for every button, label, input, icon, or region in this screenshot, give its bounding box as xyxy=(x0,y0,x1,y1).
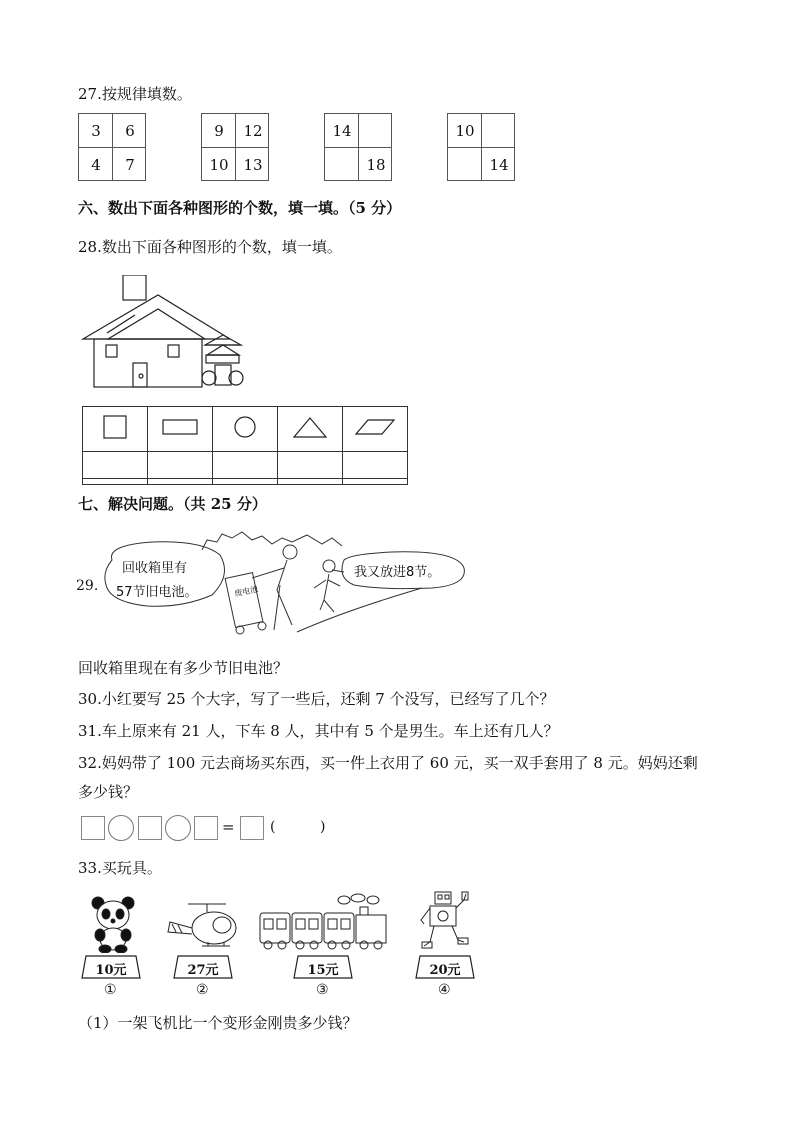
price-tag-panda xyxy=(80,954,142,980)
grid-cell: 9 xyxy=(214,122,224,140)
grid-cell: 10 xyxy=(209,156,229,174)
door-knob-circle xyxy=(139,374,143,378)
panda-toy-image xyxy=(88,895,138,953)
number-box[interactable] xyxy=(81,816,105,840)
q29-number: 29. xyxy=(76,578,99,594)
operator-circle[interactable] xyxy=(165,815,191,841)
parallelogram-header-cell xyxy=(343,407,408,452)
bubble-left-line2: 57节旧电池。 xyxy=(116,585,198,600)
grid-cell: 14 xyxy=(332,122,352,140)
robot-toy-image xyxy=(418,890,470,954)
square-icon xyxy=(102,414,128,440)
price-label: 27元 xyxy=(187,963,219,978)
q30-text: 30.小红要写 25 个大字，写了一些后，还剩 7 个没写，已经写了几个？ xyxy=(78,690,555,708)
grid-cell: 3 xyxy=(91,122,101,140)
grid-cell: 12 xyxy=(243,122,263,140)
grid-cell: 7 xyxy=(125,156,135,174)
toy-index: ① xyxy=(104,982,117,998)
window-square xyxy=(168,345,179,357)
triangle-count-input[interactable] xyxy=(278,452,343,479)
pattern-grid-3 xyxy=(324,113,392,181)
airplane-toy-image xyxy=(166,898,240,954)
equals-sign: = xyxy=(222,818,235,836)
triangle-header-cell xyxy=(278,407,343,452)
section-6-heading: 六、数出下面各种图形的个数，填一填。（5 分） xyxy=(78,199,402,217)
house-body-rectangle xyxy=(94,339,202,387)
window-square xyxy=(106,345,117,357)
operator-circle[interactable] xyxy=(108,815,134,841)
section-7-heading: 七、解决问题。（共 25 分） xyxy=(78,495,267,513)
pattern-grid-4 xyxy=(447,113,515,181)
grid-cell: 18 xyxy=(366,156,386,174)
square-count-input[interactable] xyxy=(83,452,148,479)
shape-count-table xyxy=(82,406,408,485)
grid-cell: 10 xyxy=(455,122,475,140)
chimney-square xyxy=(123,275,146,300)
price-tag-robot xyxy=(414,954,476,980)
figure-rectangle xyxy=(215,365,231,385)
toy-index: ④ xyxy=(438,982,451,998)
price-tag-train xyxy=(292,954,354,980)
q33-title: 33.买玩具。 xyxy=(78,859,162,877)
result-box[interactable] xyxy=(240,816,264,840)
battery-box-label: 废电池 xyxy=(233,584,259,599)
price-label: 20元 xyxy=(429,963,461,978)
bubble-left-line1: 回收箱里有 xyxy=(122,561,188,576)
house-shapes-figure xyxy=(80,275,250,390)
q29-illustration xyxy=(92,530,482,645)
figure-circle xyxy=(202,371,216,385)
grid-cell: 13 xyxy=(243,156,263,174)
grid-answer-cell[interactable] xyxy=(482,114,516,148)
grid-answer-cell[interactable] xyxy=(448,148,482,182)
number-box[interactable] xyxy=(194,816,218,840)
circle-count-input[interactable] xyxy=(213,452,278,479)
triangle-icon xyxy=(292,415,328,439)
roof-triangle-outer xyxy=(83,295,230,339)
q28-title: 28.数出下面各种图形的个数，填一填。 xyxy=(78,238,342,256)
price-tag-airplane xyxy=(172,954,234,980)
parallelogram-count-input[interactable] xyxy=(343,452,408,479)
toy-index: ② xyxy=(196,982,209,998)
q27-title: 27.按规律填数。 xyxy=(78,85,192,103)
grid-cell: 6 xyxy=(125,122,135,140)
square-header-cell xyxy=(83,407,148,452)
q31-text: 31.车上原来有 21 人，下车 8 人，其中有 5 个是男生。车上还有几人？ xyxy=(78,722,559,740)
number-box[interactable] xyxy=(138,816,162,840)
rectangle-count-input[interactable] xyxy=(148,452,213,479)
pattern-grid-2 xyxy=(201,113,269,181)
grid-cell: 14 xyxy=(489,156,509,174)
grid-cell: 4 xyxy=(91,156,101,174)
roof-triangle-inner xyxy=(108,309,205,339)
toy-index: ③ xyxy=(316,982,329,998)
bubble-right-text: 我又放进8节。 xyxy=(354,565,441,580)
unit-answer-paren[interactable]: ( ) xyxy=(270,819,326,835)
q32-line1: 32.妈妈带了 100 元去商场买东西，买一件上衣用了 60 元，买一双手套用了 8 元。妈妈还剩 xyxy=(78,754,698,772)
rectangle-icon xyxy=(160,417,200,437)
train-toy-image xyxy=(258,893,392,953)
pattern-grid-1 xyxy=(78,113,146,181)
price-label: 10元 xyxy=(95,963,127,978)
price-label: 15元 xyxy=(307,963,339,978)
battery-recycle-box xyxy=(225,573,263,628)
q33-sub1: （1）一架飞机比一个变形金刚贵多少钱？ xyxy=(78,1014,358,1032)
parallelogram-icon xyxy=(354,417,396,437)
q29-question: 回收箱里现在有多少节旧电池？ xyxy=(78,659,289,677)
circle-icon xyxy=(232,414,258,440)
rectangle-header-cell xyxy=(148,407,213,452)
circle-header-cell xyxy=(213,407,278,452)
q32-line2: 多少钱？ xyxy=(78,783,139,801)
grid-answer-cell[interactable] xyxy=(325,148,359,182)
grid-answer-cell[interactable] xyxy=(359,114,393,148)
